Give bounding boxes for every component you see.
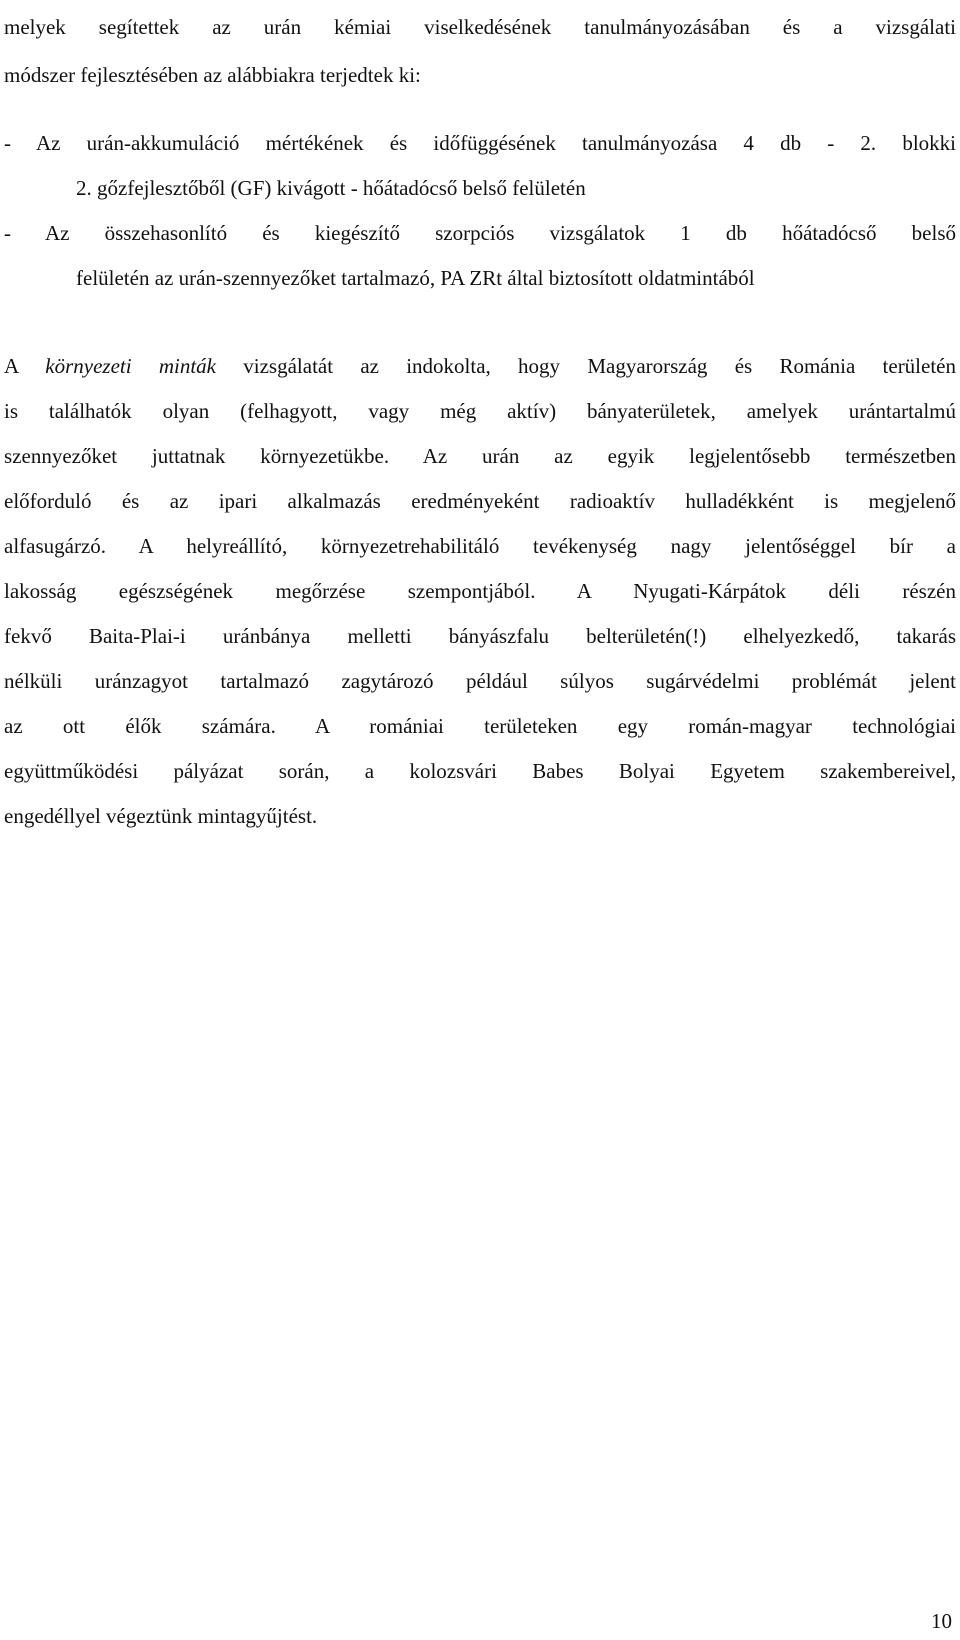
list-item: - Az urán-akkumuláció mértékének és időfüggésének tanulmányozása 4 db - 2. blokki: [4, 131, 956, 155]
paragraph-line: fekvő Baita-Plai-i uránbánya melletti bányászfalu belterületén(!) elhelyezkedő, takarás: [4, 624, 956, 648]
intro-line: módszer fejlesztésében az alábbiakra terjedtek ki:: [4, 63, 421, 87]
paragraph-line: A környezeti minták vizsgálatát az indokolta, hogy Magyarország és Románia területén: [4, 354, 956, 378]
list-item: - Az összehasonlító és kiegészítő szorpciós vizsgálatok 1 db hőátadócső belső: [4, 221, 956, 245]
paragraph-line: lakosság egészségének megőrzése szempontjából. A Nyugati-Kárpátok déli részén: [4, 579, 956, 603]
paragraph-line: az ott élők számára. A romániai területeken egy román-magyar technológiai: [4, 714, 956, 738]
list-item-continuation: 2. gőzfejlesztőből (GF) kivágott - hőátadócső belső felületén: [76, 176, 586, 200]
paragraph-line: előforduló és az ipari alkalmazás eredményeként radioaktív hulladékként is megjelenő: [4, 489, 956, 513]
paragraph-line: alfasugárzó. A helyreállító, környezetrehabilitáló tevékenység nagy jelentőséggel bír a: [4, 534, 956, 558]
paragraph-line: nélküli uránzagyot tartalmazó zagytározó például súlyos sugárvédelmi problémát jelent: [4, 669, 956, 693]
intro-line: melyek segítettek az urán kémiai viselkedésének tanulmányozásában és a vizsgálati: [4, 15, 956, 39]
paragraph-line: együttműködési pályázat során, a kolozsvári Babes Bolyai Egyetem szakembereivel,: [4, 759, 956, 783]
paragraph-line: is találhatók olyan (felhagyott, vagy még aktív) bányaterületek, amelyek urántartalmú: [4, 399, 956, 423]
paragraph-line: engedéllyel végeztünk mintagyűjtést.: [4, 804, 318, 828]
page-number: 10: [931, 1609, 952, 1633]
paragraph-line: szennyezőket juttatnak környezetükbe. Az urán az egyik legjelentősebb természetben: [4, 444, 956, 468]
italic-term: környezeti minták: [45, 354, 216, 378]
list-item-continuation: felületén az urán-szennyezőket tartalmazó, PA ZRt által biztosított oldatmintából: [76, 266, 755, 290]
